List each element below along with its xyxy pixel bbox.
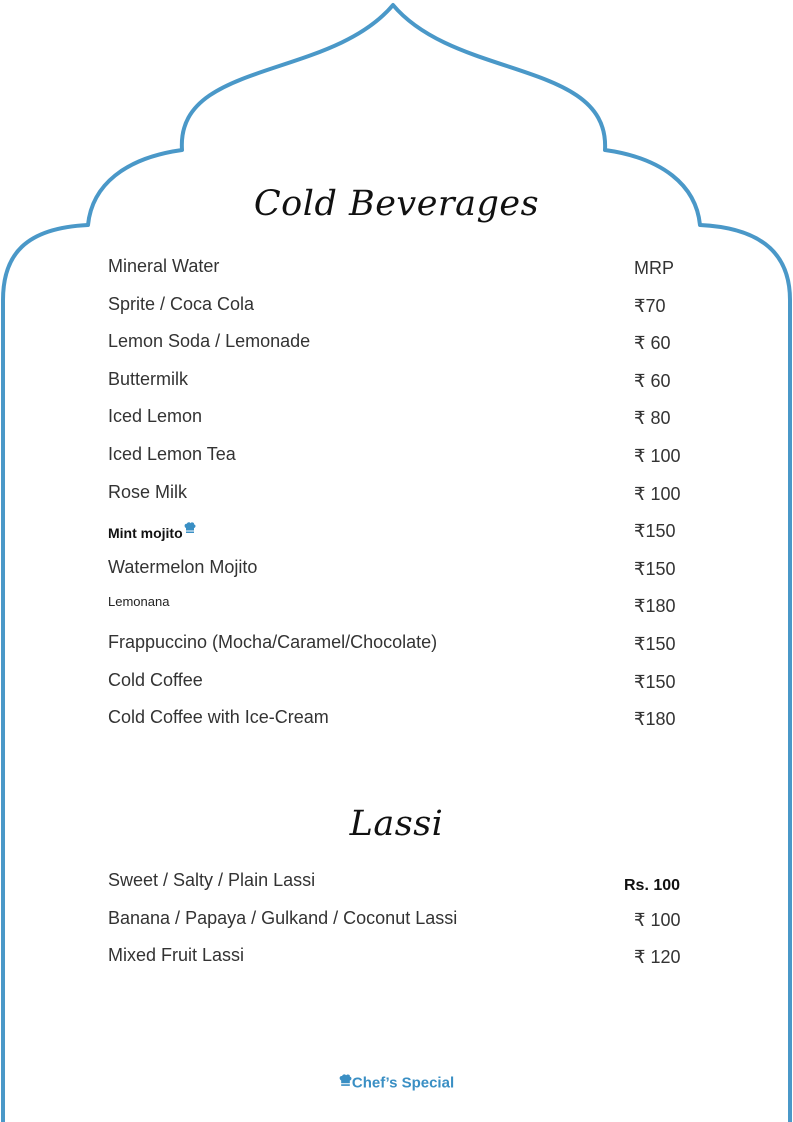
- item-name: Iced Lemon: [108, 406, 203, 427]
- chefs-special-label: Chef’s Special: [351, 1074, 455, 1092]
- item-price: ₹180: [634, 709, 676, 730]
- item-name: Sweet / Salty / Plain Lassi: [108, 870, 316, 890]
- menu-item: [108, 907, 708, 945]
- item-name-with-mark: [108, 522, 196, 544]
- menu-item: [108, 293, 708, 331]
- menu-item: [108, 330, 708, 368]
- menu-item: [108, 669, 708, 707]
- cold-beverages-title: Cold Beverages: [253, 184, 540, 224]
- item-price: ₹70: [634, 295, 666, 316]
- menu-item: [108, 405, 708, 443]
- item-price: Rs. 100: [624, 877, 681, 894]
- chef-hat-icon: [339, 1074, 352, 1087]
- item-name: Watermelon Mojito: [108, 556, 258, 577]
- item-name: Lemonana: [108, 594, 170, 610]
- menu-item: [108, 481, 708, 519]
- item-price: ₹150: [634, 633, 676, 654]
- menu-item: [108, 869, 708, 907]
- item-price: ₹ 60: [634, 370, 671, 391]
- menu-item: [108, 443, 708, 481]
- item-price: ₹ 120: [634, 947, 681, 968]
- menu-item: [108, 368, 708, 406]
- item-name: Mint mojito: [108, 525, 183, 542]
- menu-item: [108, 706, 708, 744]
- item-price: ₹180: [634, 596, 676, 617]
- menu-item: [108, 944, 708, 982]
- item-price: ₹ 80: [634, 408, 671, 429]
- item-name: Buttermilk: [108, 368, 189, 389]
- item-price: ₹150: [634, 671, 676, 692]
- item-price: MRP: [634, 258, 674, 278]
- item-name: Banana / Papaya / Gulkand / Coconut Lassi: [108, 907, 458, 928]
- item-price: ₹150: [634, 521, 676, 542]
- menu-item: [108, 631, 708, 669]
- lassi-title: Lassi: [349, 804, 444, 844]
- menu-item: [108, 556, 708, 594]
- item-name: Rose Milk: [108, 481, 188, 502]
- lassi-list: [108, 869, 708, 982]
- item-price: ₹ 100: [634, 483, 681, 504]
- chefs-special-legend: [0, 1074, 793, 1092]
- item-price: ₹150: [634, 558, 676, 579]
- item-name: Mixed Fruit Lassi: [108, 945, 245, 966]
- item-name: Cold Coffee: [108, 669, 203, 690]
- item-name: Sprite / Coca Cola: [108, 293, 255, 314]
- item-name: Mineral Water: [108, 256, 220, 276]
- menu-item: [108, 593, 708, 631]
- cold-beverages-list: [108, 255, 708, 744]
- item-name: Cold Coffee with Ice-Cream: [108, 707, 329, 728]
- menu-item: [108, 255, 708, 293]
- item-price: ₹ 100: [634, 445, 681, 466]
- menu-item: [108, 518, 708, 556]
- item-price: ₹ 100: [634, 909, 681, 930]
- chef-hat-icon: [184, 522, 196, 534]
- item-name: Lemon Soda / Lemonade: [108, 331, 311, 352]
- item-name: Iced Lemon Tea: [108, 443, 236, 464]
- item-name: Frappuccino (Mocha/Caramel/Chocolate): [108, 631, 438, 652]
- item-price: ₹ 60: [634, 333, 671, 354]
